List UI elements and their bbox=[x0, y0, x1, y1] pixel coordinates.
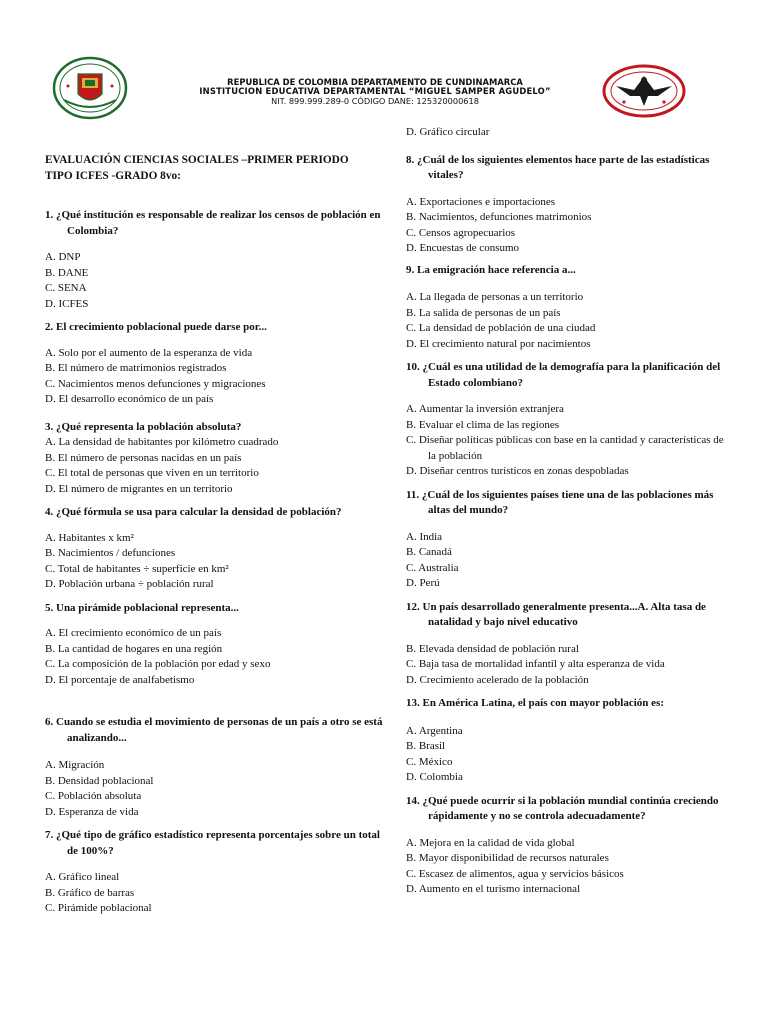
question-block bbox=[406, 696, 731, 786]
answer-option: C. Pirámide poblacional bbox=[45, 902, 152, 914]
answer-option: B. Mayor disponibilidad de recursos naturales bbox=[406, 852, 609, 864]
answer-option: B. Densidad poblacional bbox=[45, 774, 154, 787]
question-text: 14. ¿Qué puede ocurrir si la población mundial continúa creciendo rápidamente y no se controla adecuadamente? bbox=[406, 794, 719, 822]
answer-option: A. La densidad de habitantes por kilómetro cuadrado bbox=[45, 436, 279, 448]
question-block bbox=[406, 794, 731, 898]
answer-option: B. Nacimientos / defunciones bbox=[45, 547, 176, 559]
answer-option: D. El número de migrantes en un territorio bbox=[45, 482, 233, 495]
document-header bbox=[0, 0, 768, 125]
question-block bbox=[406, 263, 731, 353]
school-seal-logo bbox=[50, 56, 130, 120]
institution-emblem-logo bbox=[602, 64, 686, 118]
question-text: 3. ¿Qué representa la población absoluta? bbox=[45, 420, 242, 433]
question-text: 12. Un país desarrollado generalmente presenta...A. Alta tasa de natalidad y bajo nivel educativo bbox=[406, 600, 706, 628]
answer-option: A. Migración bbox=[45, 759, 105, 771]
answer-option: A. India bbox=[406, 530, 443, 543]
answer-option: B. El número de matrimonios registrados bbox=[45, 362, 227, 374]
question-text: 13. En América Latina, el país con mayor población es: bbox=[406, 697, 664, 709]
answer-option: A. Argentina bbox=[406, 724, 463, 737]
header-line-3: NIT. 899.999.289-0 CÓDIGO DANE: 125320000618 bbox=[271, 95, 479, 106]
answer-option: D. Población urbana ÷ población rural bbox=[45, 578, 214, 590]
answer-option: D. Encuestas de consumo bbox=[406, 242, 520, 254]
answer-option: B. Gráfico de barras bbox=[45, 886, 135, 899]
answer-option: A. El crecimiento económico de un país bbox=[45, 627, 222, 639]
answer-option: A. Exportaciones e importaciones bbox=[406, 195, 556, 208]
question-text: 7. ¿Qué tipo de gráfico estadístico representa porcentajes sobre un total de 100%? bbox=[45, 829, 380, 857]
answer-option: C. La densidad de población de una ciudad bbox=[406, 322, 596, 334]
question-block bbox=[45, 420, 390, 498]
answer-option: B. Brasil bbox=[406, 740, 446, 752]
answer-option: C. Censos agropecuarios bbox=[406, 226, 516, 239]
question-text: 4. ¿Qué fórmula se usa para calcular la densidad de población? bbox=[45, 506, 342, 518]
answer-option: A. Solo por el aumento de la esperanza de vida bbox=[45, 346, 253, 359]
exam-title-line-1: EVALUACIÓN CIENCIAS SOCIALES –PRIMER PERIODO bbox=[45, 154, 349, 166]
header-line-1: REPUBLICA DE COLOMBIA DEPARTAMENTO DE CUNDINAMARCA bbox=[227, 77, 523, 87]
question-text: 6. Cuando se estudia el movimiento de personas de un país a otro se está analizando... bbox=[45, 716, 383, 744]
institution-header-text bbox=[140, 78, 610, 106]
answer-option: D. Gráfico circular bbox=[406, 126, 490, 138]
answer-option: C. SENA bbox=[45, 282, 87, 294]
answer-option: B. DANE bbox=[45, 266, 89, 279]
question-block bbox=[406, 153, 731, 257]
answer-option: D. Perú bbox=[406, 577, 440, 589]
answer-option: C. Nacimientos menos defunciones y migraciones bbox=[45, 377, 266, 390]
left-column bbox=[45, 125, 390, 917]
answer-option: D. Crecimiento acelerado de la población bbox=[406, 673, 589, 686]
answer-option: C. La composición de la población por edad y sexo bbox=[45, 658, 271, 670]
answer-option: D. Diseñar centros turísticos en zonas despobladas bbox=[406, 465, 629, 477]
question-block bbox=[406, 360, 731, 480]
question-text: 8. ¿Cuál de los siguientes elementos hace parte de las estadísticas vitales? bbox=[406, 153, 710, 181]
question-block bbox=[45, 505, 390, 593]
question-text: 10. ¿Cuál es una utilidad de la demografía para la planificación del Estado colombiano? bbox=[406, 361, 721, 389]
answer-option: A. Gráfico lineal bbox=[45, 871, 120, 883]
answer-option: B. Evaluar el clima de las regiones bbox=[406, 418, 560, 431]
question-block bbox=[45, 601, 390, 689]
answer-option: C. Escasez de alimentos, agua y servicios básicos bbox=[406, 867, 624, 880]
question-block bbox=[406, 488, 731, 592]
answer-option: C. Australia bbox=[406, 561, 459, 574]
answer-option: C. Población absoluta bbox=[45, 790, 142, 802]
answer-option: C. Baja tasa de mortalidad infantil y alta esperanza de vida bbox=[406, 658, 665, 670]
answer-option: C. El total de personas que viven en un territorio bbox=[45, 467, 259, 479]
answer-option: A. Aumentar la inversión extranjera bbox=[406, 403, 564, 415]
answer-option: C. México bbox=[406, 755, 453, 768]
answer-option: B. Canadá bbox=[406, 546, 452, 558]
answer-option: D. ICFES bbox=[45, 297, 89, 310]
answer-option: D. El porcentaje de analfabetismo bbox=[45, 673, 195, 686]
answer-option: B. Nacimientos, defunciones matrimonios bbox=[406, 211, 592, 223]
answer-option: A. DNP bbox=[45, 251, 81, 263]
answer-option: B. La cantidad de hogares en una región bbox=[45, 642, 223, 655]
answer-option: C. Diseñar políticas públicas con base en la cantidad y características de la población bbox=[406, 434, 724, 462]
answer-option: D. El crecimiento natural por nacimientos bbox=[406, 337, 591, 350]
answer-option: B. El número de personas nacidas en un país bbox=[45, 451, 242, 464]
answer-option: A. Mejora en la calidad de vida global bbox=[406, 836, 575, 849]
answer-option: D. Aumento en el turismo internacional bbox=[406, 883, 581, 895]
question-block bbox=[45, 715, 390, 820]
header-line-2: INSTITUCION EDUCATIVA DEPARTAMENTAL “MIGUEL SAMPER AGUDELO” bbox=[199, 86, 551, 97]
answer-option: A. Habitantes x km² bbox=[45, 531, 134, 544]
exam-title-line-2: TIPO ICFES -GRADO 8vo: bbox=[45, 170, 181, 182]
question-block bbox=[45, 320, 390, 408]
answer-option: B. La salida de personas de un país bbox=[406, 306, 561, 319]
answer-option: D. El desarrollo económico de un país bbox=[45, 393, 214, 405]
answer-option: B. Elevada densidad de población rural bbox=[406, 642, 579, 655]
right-column bbox=[406, 125, 731, 898]
question-block bbox=[406, 600, 731, 689]
question-text: 9. La emigración hace referencia a... bbox=[406, 263, 576, 276]
question-text: 11. ¿Cuál de los siguientes países tiene una de las poblaciones más altas del mundo? bbox=[406, 488, 714, 516]
question-block bbox=[45, 828, 390, 917]
question-text: 2. El crecimiento poblacional puede darse por... bbox=[45, 321, 267, 333]
question-text: 5. Una pirámide poblacional representa... bbox=[45, 601, 239, 614]
answer-option: D. Colombia bbox=[406, 771, 463, 783]
answer-option: A. La llegada de personas a un territorio bbox=[406, 291, 584, 303]
question-block bbox=[45, 208, 390, 312]
question-text: 1. ¿Qué institución es responsable de realizar los censos de población en Colombia? bbox=[45, 209, 381, 237]
answer-option: C. Total de habitantes ÷ superficie en km² bbox=[45, 562, 229, 575]
answer-option: D. Esperanza de vida bbox=[45, 805, 139, 818]
